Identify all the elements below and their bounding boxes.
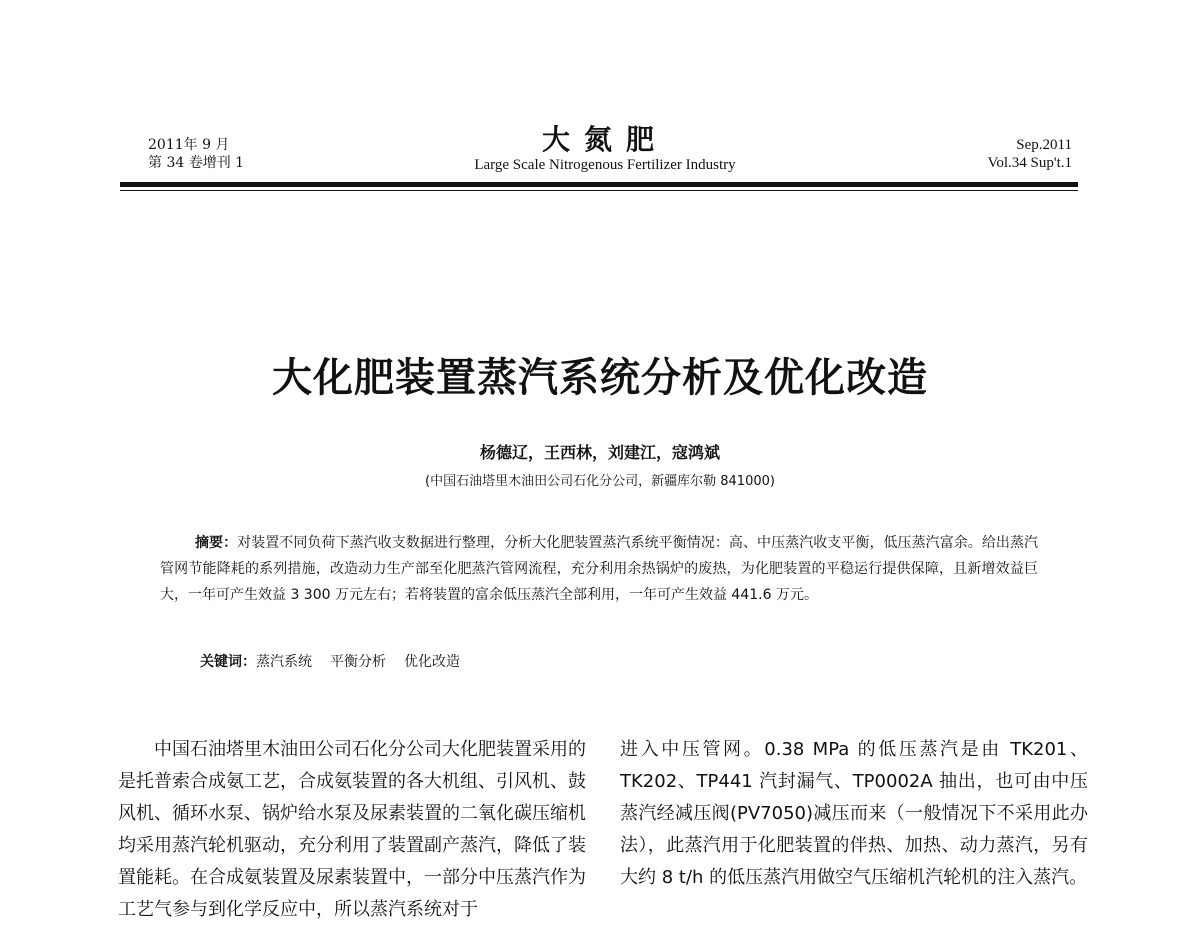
- issue-date-en: Sep.2011: [1016, 137, 1072, 153]
- article-authors: 杨德辽，王西林，刘建江，寇鸿斌: [479, 443, 720, 462]
- keyword: 优化改造: [404, 654, 460, 670]
- journal-name-en: Large Scale Nitrogenous Fertilizer Industry: [474, 157, 736, 173]
- body-column-right: 进入中压管网。0.38 MPa 的低压蒸汽是由 TK201、TK202、TP441 汽封漏气、TP0002A 抽出，也可由中压蒸汽经减压阀(PV7050)减压而来（一般情况下不采用此办法），此蒸汽用于化肥装置的伴热、加热、动力蒸汽，另有大约 8 t/h 的低压蒸汽用做空气压缩机汽轮机的注入蒸汽。: [620, 739, 1088, 888]
- volume-en: Vol.34 Sup't.1: [987, 155, 1072, 171]
- header-right: [987, 136, 1072, 172]
- abstract-label: 摘要：: [195, 535, 238, 551]
- header-rule-thick: [120, 182, 1078, 187]
- journal-logo: 大氮肥: [541, 123, 668, 156]
- article-title: 大化肥装置蒸汽系统分析及优化改造: [272, 355, 928, 401]
- header-rule-thin: [120, 190, 1078, 191]
- body-column-left: 中国石油塔里木油田公司石化分公司大化肥装置采用的是托普索合成氨工艺，合成氨装置的各大机组、引风机、鼓风机、循环水泵、锅炉给水泵及尿素装置的二氧化碳压缩机均采用蒸汽轮机驱动，充分利用了装置副产蒸汽，降低了装置能耗。在合成氨装置及尿素装置中，一部分中压蒸汽作为工艺气参与到化学反应中，所以蒸汽系统对于: [118, 739, 586, 920]
- keyword: 平衡分析: [330, 654, 386, 670]
- keyword: 蒸汽系统: [256, 654, 312, 670]
- article-affiliation: (中国石油塔里木油田公司石化分公司，新疆库尔勒 841000): [425, 474, 775, 489]
- keywords: [200, 652, 478, 672]
- issue-date-cn: 2011年 9 月: [148, 137, 230, 153]
- keywords-label: 关键词：: [200, 654, 256, 670]
- header-left: [148, 136, 244, 172]
- abstract-text: 对装置不同负荷下蒸汽收支数据进行整理，分析大化肥装置蒸汽系统平衡情况：高、中压蒸汽收支平衡，低压蒸汽富余。给出蒸汽管网节能降耗的系列措施，改造动力生产部至化肥蒸汽管网流程，充分利用余热锅炉的废热，为化肥装置的平稳运行提供保障，且新增效益巨大，一年可产生效益 3 300 万元左右；若将装置的富余低压蒸汽全部利用，一年可产生效益 441.6 万元。: [160, 535, 1039, 603]
- volume-cn: 第 34 卷增刊 1: [148, 155, 245, 171]
- abstract: [160, 530, 1038, 608]
- header-center: [440, 123, 770, 174]
